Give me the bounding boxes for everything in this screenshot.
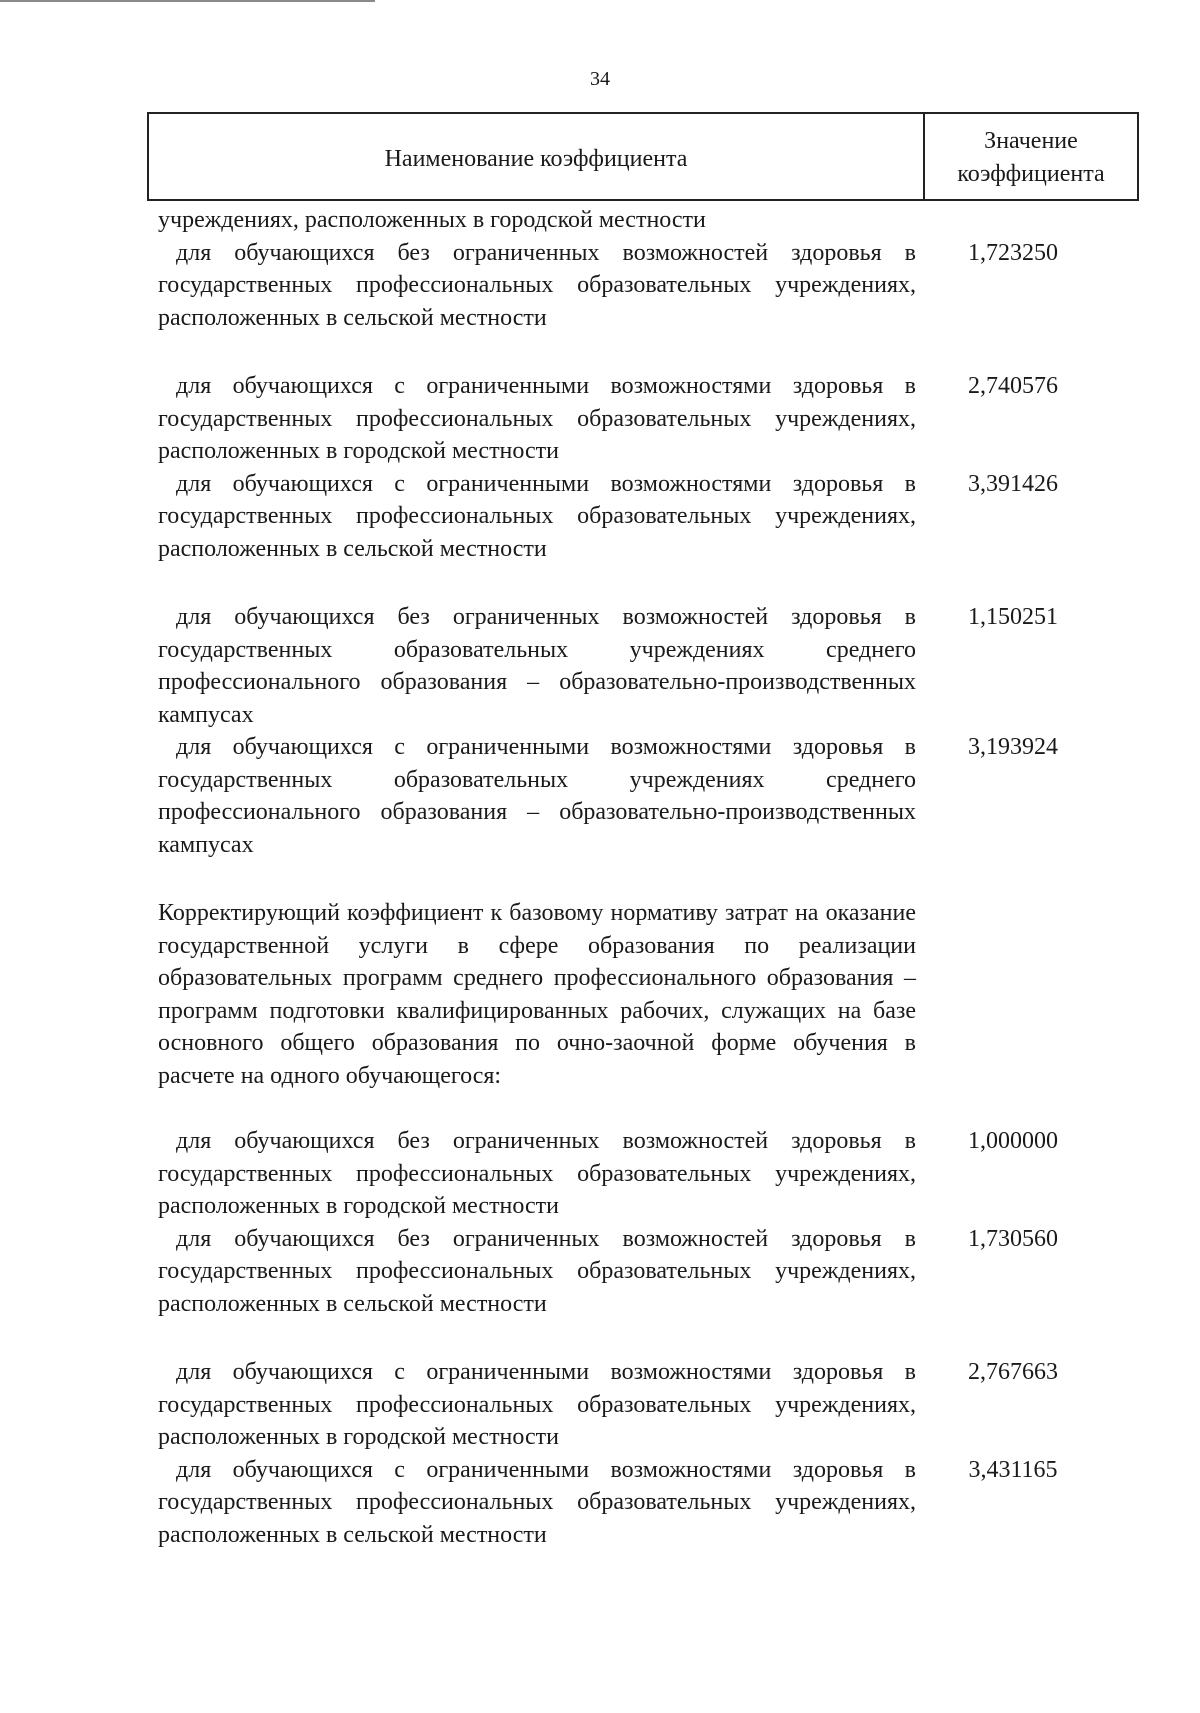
table-row <box>158 1125 1158 1223</box>
row-value: 3,431165 <box>968 1456 1058 1483</box>
row-value: 1,150251 <box>968 604 1058 630</box>
row-text: для обучающихся с ограниченными возможностями здоровья в государственных профессиональных образовательных учреждениях, расположенных в городской местности <box>158 1359 916 1450</box>
table-row <box>158 601 1158 731</box>
row-text: для обучающихся с ограниченными возможностями здоровья в государственных профессиональных образовательных учреждениях, расположенных в сельской местности <box>158 470 916 562</box>
row-text: для обучающихся с ограниченными возможностями здоровья в государственных профессиональных образовательных учреждениях, расположенных в городской местности <box>158 373 916 464</box>
row-value: 1,723250 <box>968 239 1058 266</box>
section-heading-row <box>158 897 1158 1092</box>
row-value: 2,767663 <box>968 1359 1058 1385</box>
row-text: для обучающихся с ограниченными возможностями здоровья в государственных профессиональных образовательных учреждениях, расположенных в сельской местности <box>158 1456 916 1548</box>
table-row <box>158 237 1158 335</box>
header-value-line1: Значение <box>984 127 1078 154</box>
continuation-text: учреждениях, расположенных в городской местности <box>158 207 706 233</box>
row-text: для обучающихся с ограниченными возможностями здоровья в государственных образовательных учреждениях среднего профессионального образования – образовательно-производственных кампусах <box>158 734 916 858</box>
corrective-coefficient-heading: Корректирующий коэффициент к базовому нормативу затрат на оказание государственной услуги в сфере образования по реализации образовательных программ среднего профессионального образования – программ подготовки квалифицированных рабочих, служащих на базе основного общего образования по очно-заочной форме обучения в расчете на одного обучающегося: <box>158 900 916 1089</box>
table-row <box>158 731 1158 861</box>
scan-edge-line <box>0 0 375 2</box>
row-text: для обучающихся без ограниченных возможностей здоровья в государственных образовательных учреждениях среднего профессионального образования – образовательно-производственных кампусах <box>158 604 916 728</box>
table-header <box>147 112 1139 201</box>
row-text: для обучающихся без ограниченных возможностей здоровья в государственных профессиональных образовательных учреждениях, расположенных в городской местности <box>158 1128 916 1219</box>
header-coefficient-value <box>925 114 1137 199</box>
row-value: 1,000000 <box>968 1128 1058 1154</box>
row-value: 1,730560 <box>968 1225 1058 1252</box>
table-row <box>158 1356 1158 1454</box>
table-body <box>158 204 1158 1551</box>
table-row <box>158 370 1158 468</box>
row-text: для обучающихся без ограниченных возможностей здоровья в государственных профессиональных образовательных учреждениях, расположенных в сельской местности <box>158 1225 916 1317</box>
row-value: 2,740576 <box>968 373 1058 399</box>
continuation-row <box>158 204 1158 237</box>
table-row <box>158 468 1158 566</box>
page-number: 34 <box>590 68 610 90</box>
table-row <box>158 1223 1158 1321</box>
row-text: для обучающихся без ограниченных возможностей здоровья в государственных профессиональных образовательных учреждениях, расположенных в сельской местности <box>158 239 916 331</box>
row-value: 3,193924 <box>968 734 1058 760</box>
header-value-line2: коэффициента <box>957 160 1105 187</box>
table-row <box>158 1454 1158 1552</box>
header-coefficient-name: Наименование коэффициента <box>149 114 925 199</box>
row-value: 3,391426 <box>968 470 1058 497</box>
